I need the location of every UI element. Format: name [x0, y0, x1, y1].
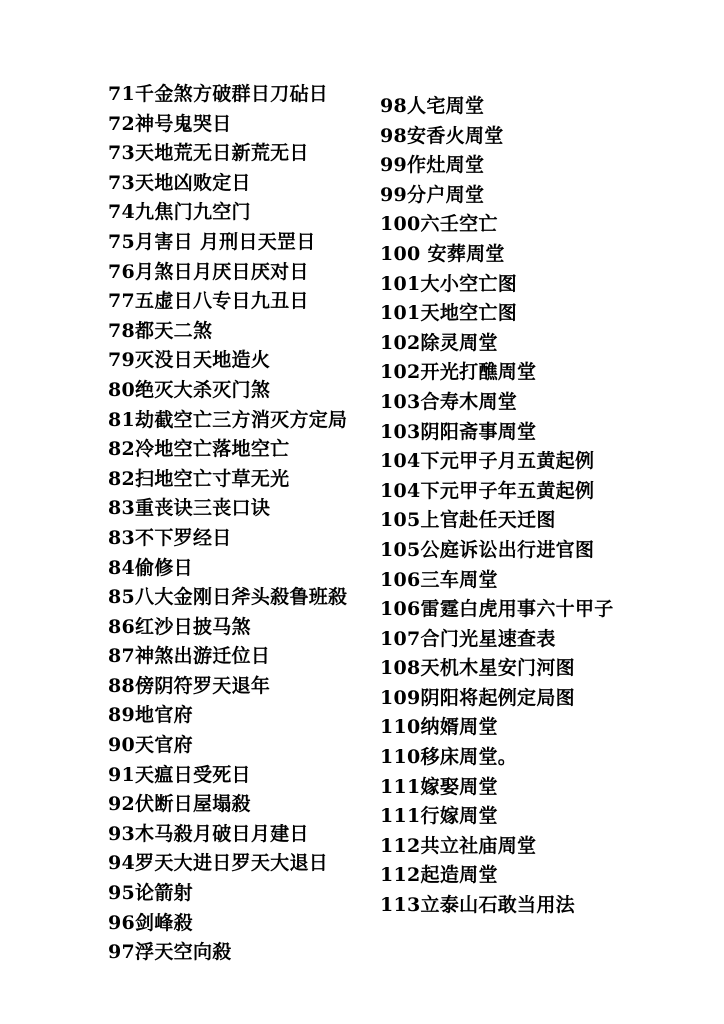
- list-item: 106雷霆白虎用事六十甲子: [380, 598, 614, 621]
- list-item: 85八大金刚日斧头殺鲁班殺: [108, 586, 348, 609]
- list-item: 101天地空亡图: [380, 302, 518, 325]
- list-item: 110纳婿周堂: [380, 716, 498, 739]
- list-item: 106三车周堂: [380, 568, 498, 591]
- list-item: 104下元甲子月五黄起例: [380, 450, 595, 473]
- list-item: 99分户周堂: [380, 183, 485, 206]
- list-item: 73天地凶败定日: [108, 171, 251, 194]
- list-item: 88傍阴符罗天退年: [108, 674, 271, 697]
- list-item: 101大小空亡图: [380, 272, 518, 295]
- left-column-list: [108, 80, 347, 968]
- list-item: 111行嫁周堂: [380, 805, 498, 828]
- list-item: 83不下罗经日: [108, 526, 232, 549]
- list-item: 96剑峰殺: [108, 911, 193, 934]
- list-item: 105公庭诉讼出行进官图: [380, 538, 595, 561]
- list-item: 82扫地空亡寸草无光: [108, 467, 290, 490]
- list-item: 83重丧诀三丧口诀: [108, 497, 271, 520]
- list-item: 112共立社庙周堂: [380, 834, 537, 857]
- list-item: 104下元甲子年五黄起例: [380, 479, 595, 502]
- list-item: 91天瘟日受死日: [108, 763, 251, 786]
- list-item: 71千金煞方破群日刀砧日: [108, 83, 329, 105]
- list-item: 113立泰山石敢当用法: [380, 894, 575, 917]
- list-item: 84偷修日: [108, 556, 193, 579]
- list-item: 100 安葬周堂: [380, 242, 505, 265]
- list-item: 82冷地空亡落地空亡: [108, 438, 290, 461]
- list-item: 78都天二煞: [108, 319, 213, 342]
- list-item: 95论箭射: [108, 882, 193, 905]
- list-item: 99作灶周堂: [380, 154, 485, 177]
- list-item: 79灭没日天地造火: [108, 349, 271, 372]
- list-item: 105上官赴任天迁图: [380, 509, 556, 532]
- list-item: 93木马殺月破日月建日: [108, 822, 309, 845]
- list-item: 100六壬空亡: [380, 213, 498, 236]
- list-item: 98安香火周堂: [380, 124, 504, 147]
- list-item: 98人宅周堂: [380, 95, 485, 117]
- list-item: 102开光打醮周堂: [380, 361, 537, 384]
- list-item: 72神号鬼哭日: [108, 112, 232, 135]
- list-item: 74九焦门九空门: [108, 201, 251, 224]
- list-item: 109阴阳将起例定局图: [380, 686, 575, 709]
- list-item: 81劫截空亡三方消灭方定局: [108, 408, 348, 431]
- list-item: 89地官府: [108, 704, 193, 727]
- list-item: 80绝灭大杀灭门煞: [108, 378, 271, 401]
- list-item: 103合寿木周堂: [380, 390, 518, 413]
- list-item: 87神煞出游迁位日: [108, 645, 271, 668]
- list-item: 102除灵周堂: [380, 331, 498, 354]
- list-item: 92伏断日屋塌殺: [108, 793, 251, 816]
- right-column-list: [380, 92, 614, 921]
- list-item: 107合门光星速查表: [380, 627, 556, 650]
- list-item: 111嫁娶周堂: [380, 775, 498, 798]
- list-item: 86红沙日披马煞: [108, 615, 251, 638]
- list-item: 110移床周堂。: [380, 746, 518, 769]
- list-item: 103阴阳斋事周堂: [380, 420, 537, 443]
- list-item: 75月害日 月刑日天罡日: [108, 230, 316, 253]
- list-item: 112起造周堂: [380, 864, 498, 887]
- list-item: 90天官府: [108, 734, 193, 757]
- list-item: 73天地荒无日新荒无日: [108, 142, 309, 165]
- list-item: 97浮天空向殺: [108, 941, 232, 964]
- list-item: 94罗天大进日罗天大退日: [108, 852, 329, 875]
- list-item: 108天机木星安门河图: [380, 657, 575, 680]
- list-item: 76月煞日月厌日厌对日: [108, 260, 309, 283]
- list-item: 77五虚日八专日九丑日: [108, 290, 309, 313]
